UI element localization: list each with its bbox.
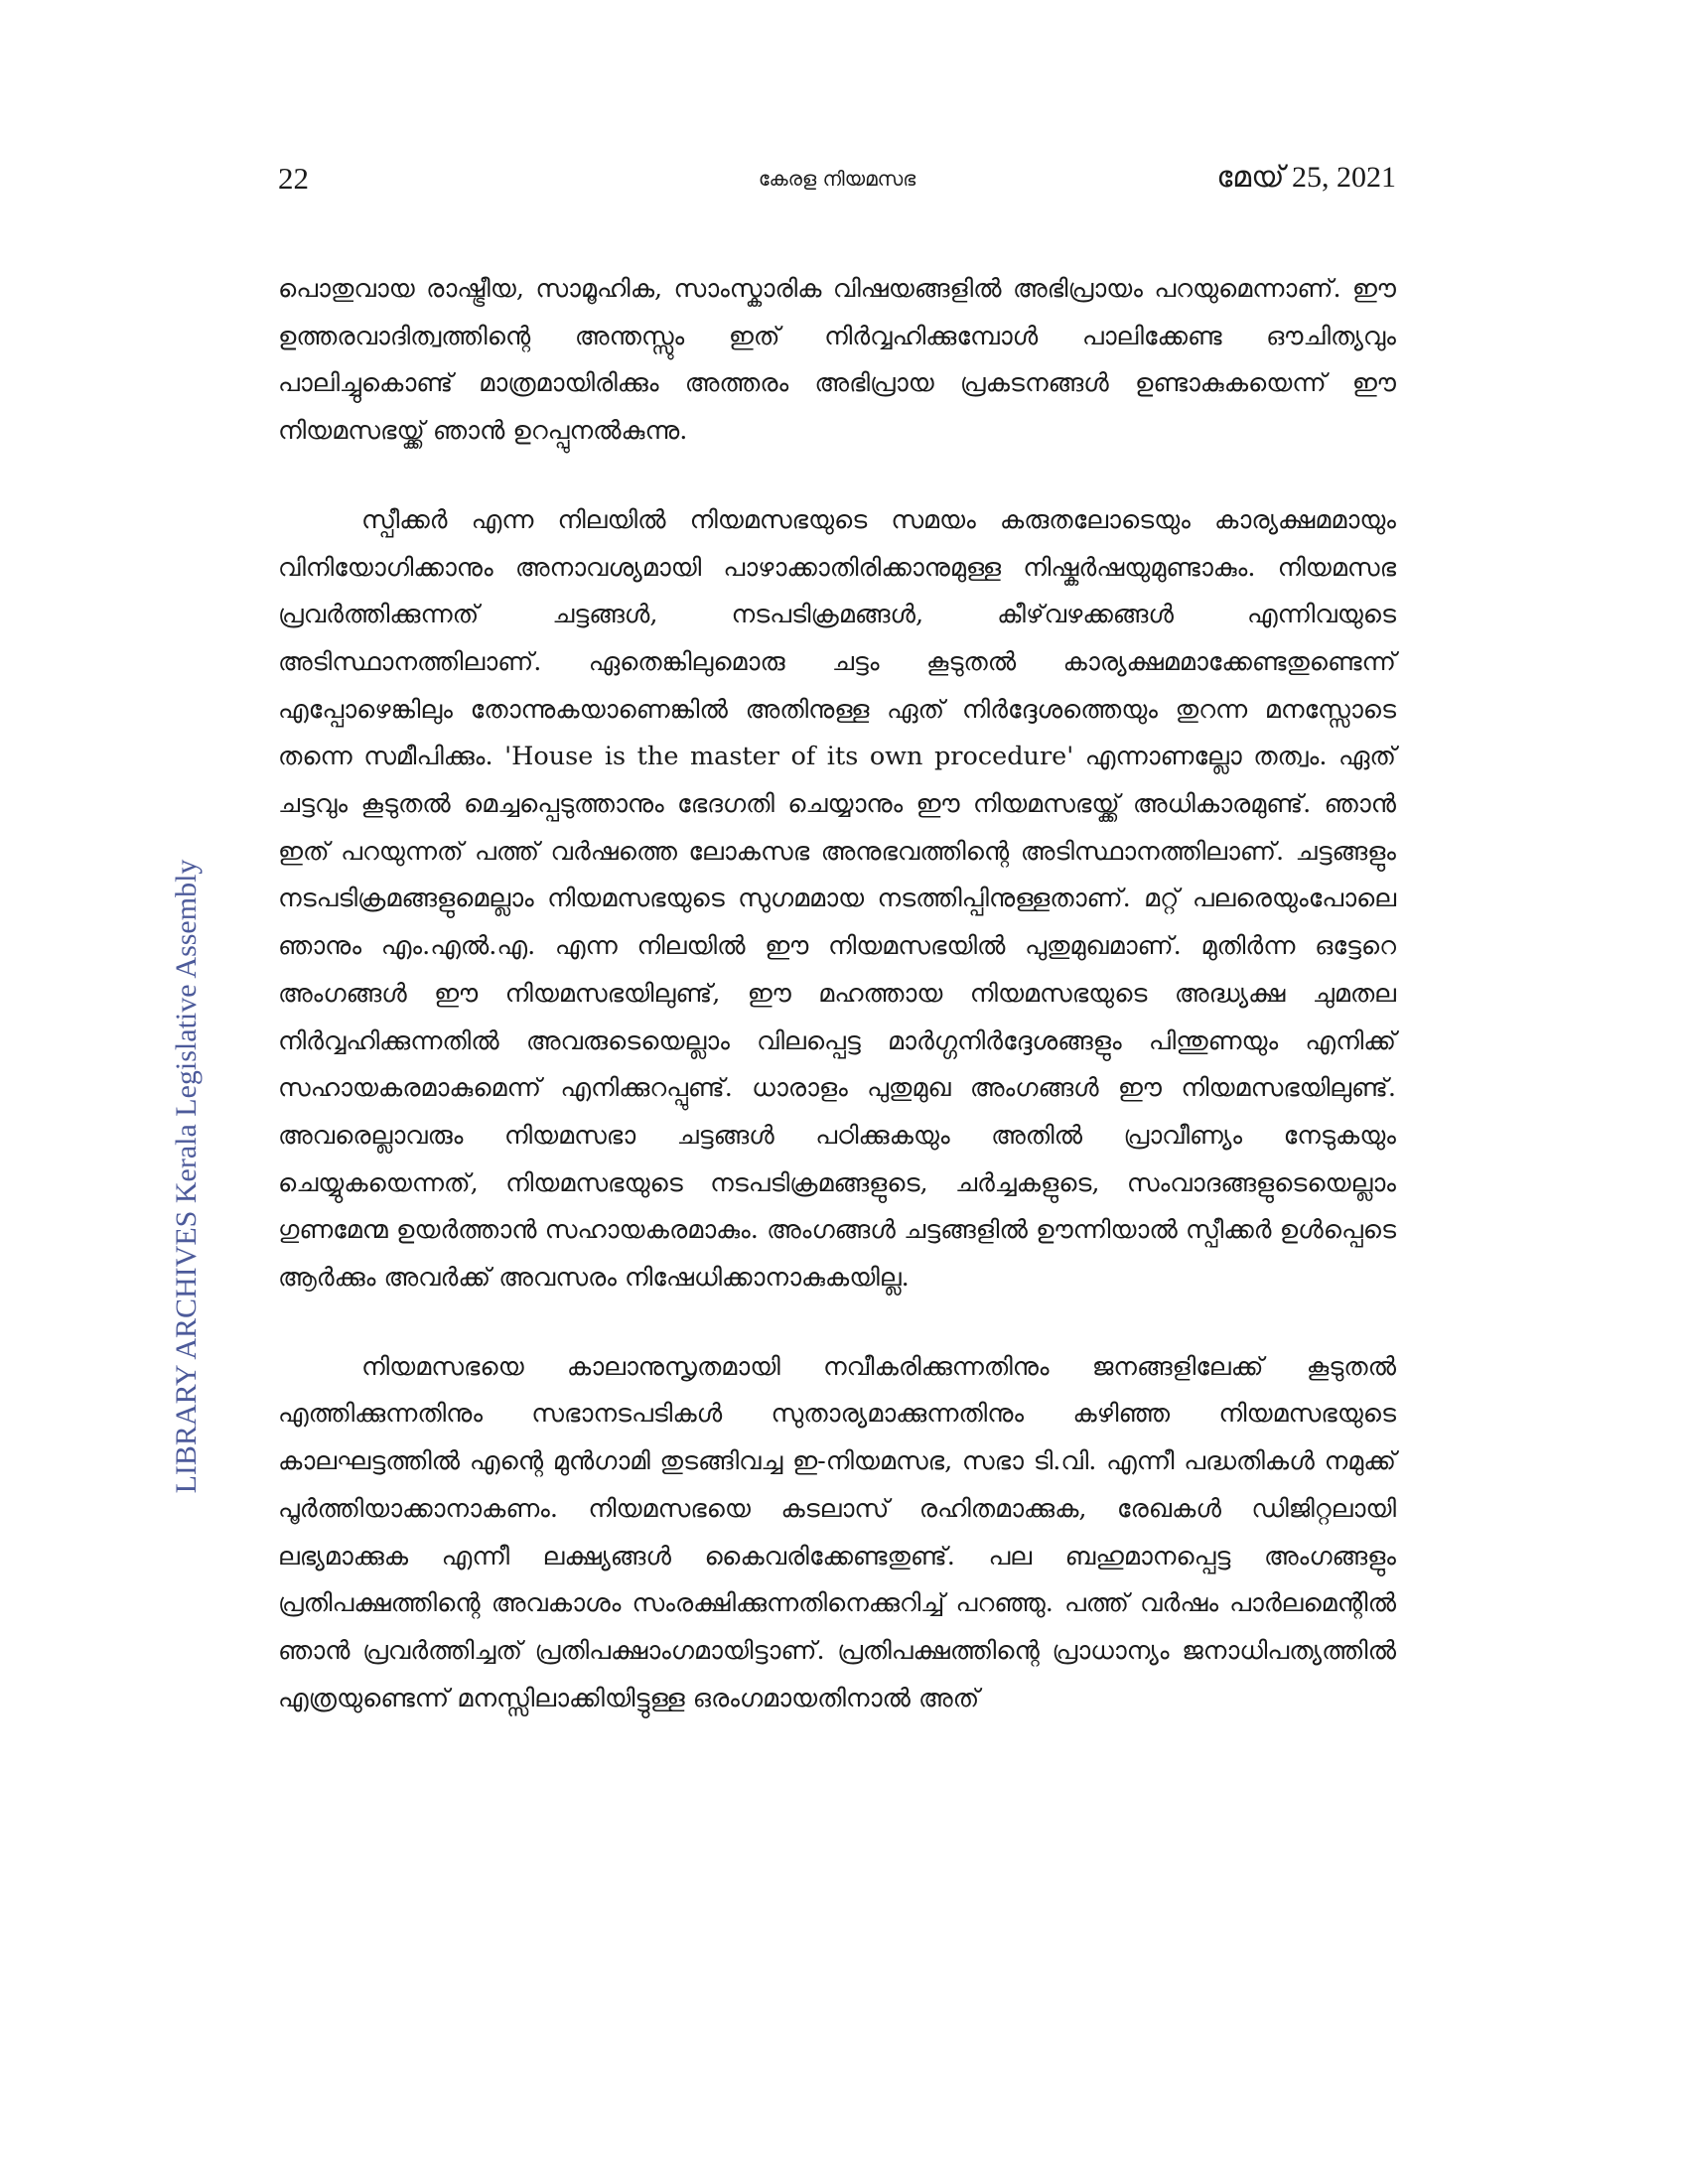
paragraph-3: നിയമസഭയെ കാലാനുസൃതമായി നവീകരിക്കുന്നതിനും ജനങ്ങളിലേക്ക് കൂടുതൽ എത്തിക്കുന്നതിനും സഭാനടപടികൾ സുതാര്യമാക്കുന്നതിനും കഴിഞ്ഞ നിയമസഭയുടെ കാലഘട്ടത്തിൽ എന്റെ മുൻഗാമി തുടങ്ങിവച്ച ഇ-നിയമസഭ, സഭാ ടി.വി. എന്നീ പദ്ധതികൾ നമുക്ക് പൂർത്തിയാക്കാനാകണം. നിയമസഭയെ കടലാസ് രഹിതമാക്കുക, രേഖകൾ ഡിജിറ്റലായി ലഭ്യമാക്കുക എന്നീ ലക്ഷ്യങ്ങൾ കൈവരിക്കേണ്ടതുണ്ട്. പല ബഹുമാനപ്പെട്ട അംഗങ്ങളും പ്രതിപക്ഷത്തിന്റെ അവകാശം സംരക്ഷിക്കുന്നതിനെക്കുറിച്ച് പറഞ്ഞു. പത്ത് വർഷം പാർലമെന്റിൽ ഞാൻ പ്രവർത്തിച്ചത് പ്രതിപക്ഷാംഗമായിട്ടാണ്. പ്രതിപക്ഷത്തിന്റെ പ്രാധാന്യം ജനാധിപത്യത്തിൽ എത്രയുണ്ടെന്ന് മനസ്സിലാക്കിയിട്ടുള്ള ഒരംഗമായതിനാൽ അത്	[278, 1351, 1396, 1713]
archive-watermark: LIBRARY ARCHIVES Kerala Legislative Assembly	[170, 859, 203, 1494]
page-header	[278, 161, 1396, 201]
page-number: 22	[278, 161, 309, 196]
paragraph-2: സ്പീക്കർ എന്ന നിലയിൽ നിയമസഭയുടെ സമയം കരുതലോടെയും കാര്യക്ഷമമായും വിനിയോഗിക്കാനും അനാവശ്യമായി പാഴാക്കാതിരിക്കാനുമുള്ള നിഷ്കർഷയുമുണ്ടാകും. നിയമസഭ പ്രവർത്തിക്കുന്നത് ചട്ടങ്ങൾ, നടപടിക്രമങ്ങൾ, കീഴ്‌വഴക്കങ്ങൾ എന്നിവയുടെ അടിസ്ഥാനത്തിലാണ്. ഏതെങ്കിലുമൊരു ചട്ടം കൂടുതൽ കാര്യക്ഷമമാക്കേണ്ടതുണ്ടെന്ന് എപ്പോഴെങ്കിലും തോന്നുകയാണെങ്കിൽ അതിനുള്ള ഏത് നിർദ്ദേശത്തെയും തുറന്ന മനസ്സോടെ തന്നെ സമീപിക്കും. 'House is the master of its own procedure' എന്നാണല്ലോ തത്വം. ഏത് ചട്ടവും കൂടുതൽ മെച്ചപ്പെടുത്താനും ഭേദഗതി ചെയ്യാനും ഈ നിയമസഭയ്ക്ക് അധികാരമുണ്ട്. ഞാൻ ഇത് പറയുന്നത് പത്ത് വർഷത്തെ ലോകസഭ അനുഭവത്തിന്റെ അടിസ്ഥാനത്തിലാണ്. ചട്ടങ്ങളും നടപടിക്രമങ്ങളുമെല്ലാം നിയമസഭയുടെ സുഗമമായ നടത്തിപ്പിനുള്ളതാണ്. മറ്റ് പലരെയുംപോലെ ഞാനും എം.എൽ.എ. എന്ന നിലയിൽ ഈ നിയമസഭയിൽ പുതുമുഖമാണ്. മുതിർന്ന ഒട്ടേറെ അംഗങ്ങൾ ഈ നിയമസഭയിലുണ്ട്, ഈ മഹത്തായ നിയമസഭയുടെ അദ്ധ്യക്ഷ ചുമതല നിർവ്വഹിക്കുന്നതിൽ അവരുടെയെല്ലാം വിലപ്പെട്ട മാർഗ്ഗനിർദ്ദേശങ്ങളും പിന്തുണയും എനിക്ക് സഹായകരമാകുമെന്ന് എനിക്കുറപ്പുണ്ട്. ധാരാളം പുതുമുഖ അംഗങ്ങൾ ഈ നിയമസഭയിലുണ്ട്. അവരെല്ലാവരും നിയമസഭാ ചട്ടങ്ങൾ പഠിക്കുകയും അതിൽ പ്രാവീണ്യം നേടുകയും ചെയ്യുകയെന്നത്, നിയമസഭയുടെ നടപടിക്രമങ്ങളുടെ, ചർച്ചകളുടെ, സംവാദങ്ങളുടെയെല്ലാം ഗുണമേന്മ ഉയർത്താൻ സഹായകരമാകും. അംഗങ്ങൾ ചട്ടങ്ങളിൽ ഊന്നിയാൽ സ്പീക്കർ ഉൾപ്പെടെ ആർക്കും അവർക്ക് അവസരം നിഷേധിക്കാനാകുകയില്ല.	[278, 504, 1396, 1294]
running-title: കേരള നിയമസഭ	[758, 167, 916, 191]
page-body	[278, 266, 1396, 1764]
header-date: മേയ് 25, 2021	[1216, 161, 1396, 194]
paragraph-1: പൊതുവായ രാഷ്ട്രീയ, സാമൂഹിക, സാംസ്കാരിക വിഷയങ്ങളിൽ അഭിപ്രായം പറയുമെന്നാണ്. ഈ ഉത്തരവാദിത്വത്തിന്റെ അന്തസ്സും ഇത് നിർവ്വഹിക്കുമ്പോൾ പാലിക്കേണ്ട ഔചിത്യവും പാലിച്ചുകൊണ്ട് മാത്രമായിരിക്കും അത്തരം അഭിപ്രായ പ്രകടനങ്ങൾ ഉണ്ടാകുകയെന്ന് ഈ നിയമസഭയ്ക്ക് ഞാൻ ഉറപ്പുനൽകുന്നു.	[278, 274, 1396, 447]
